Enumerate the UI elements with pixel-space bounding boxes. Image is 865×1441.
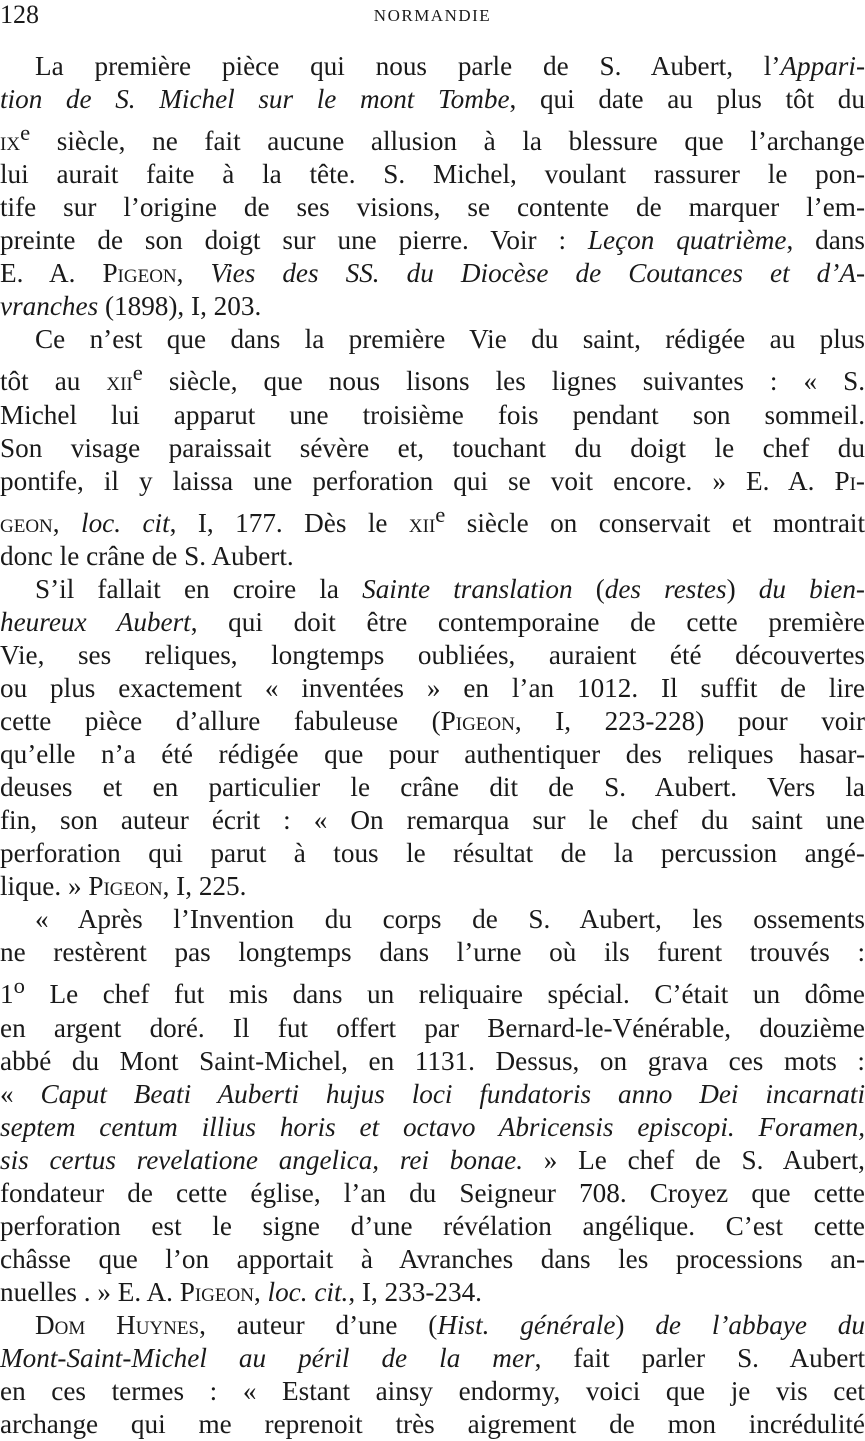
text-line: Son visage paraissait sévère et, touchant du doigt le chef du	[0, 432, 865, 463]
text-line: qu’elle n’a été rédigée que pour authentiquer des reliques hasar-	[0, 739, 865, 770]
body-text	[0, 50, 865, 1441]
text-line: tion de S. Michel sur le mont Tombe, qui date au plus tôt du	[0, 84, 865, 115]
text-line: geon, loc. cit, I, 177. Dès le xii$^e$ siècle on conservait et montrait	[0, 501, 865, 538]
text-line: septem centum illius horis et octavo Abricensis episcopi. Foramen,	[0, 1111, 865, 1142]
text-line: nuelles . » E. A. Pigeon, loc. cit., I, 233-234.	[0, 1276, 482, 1307]
text-line: donc le crâne de S. Aubert.	[0, 540, 294, 571]
text-line: $ix^e$ siècle, ne fait aucune allusion à la blessure que l’archange	[0, 120, 865, 157]
text-line: preinte de son doigt sur une pierre. Voir : Leçon quatrième, dans	[0, 225, 865, 256]
text-line: cette pièce d’allure fabuleuse (Pigeon, I, 223-228) pour voir	[0, 706, 865, 737]
text-line: S’il fallait en croire la Sainte translation (des restes) du bien-	[35, 573, 865, 604]
text-line: lui aurait faite à la tête. S. Michel, voulant rassurer le pon-	[0, 159, 865, 190]
text-line: heureux Aubert, qui doit être contemporaine de cette première	[0, 606, 865, 637]
text-line: pontife, il y laissa une perforation qui se voit encore. » E. A. Pi-	[0, 465, 865, 496]
text-line: en argent doré. Il fut offert par Bernard-le-Vénérable, douzième	[0, 1012, 865, 1043]
text-line: Vie, ses reliques, longtemps oubliées, auraient été découvertes	[0, 639, 865, 670]
text-line: « Après l’Invention du corps de S. Aubert, les ossements	[35, 904, 865, 935]
text-line: fin, son auteur écrit : « On remarqua sur le chef du saint une	[0, 805, 865, 836]
text-line: Michel lui apparut une troisième fois pendant son sommeil.	[0, 399, 865, 430]
text-line: en ces termes : « Estant ainsy endormy, voici que je vis cet	[0, 1376, 865, 1407]
text-line: perforation qui parut à tous le résultat de la percussion angé-	[0, 838, 865, 869]
text-line: abbé du Mont Saint-Michel, en 1131. Dessus, on grava ces mots :	[0, 1045, 865, 1076]
text-line: tife sur l’origine de ses visions, se contente de marquer l’em-	[0, 192, 865, 223]
running-head: NORMANDIE	[373, 6, 492, 25]
text-line: tôt au xii$^e$ siècle, que nous lisons les lignes suivantes : « S.	[0, 360, 865, 397]
text-line: « Caput Beati Auberti hujus loci fundatoris anno Dei incarnati	[0, 1078, 865, 1109]
text-line: Mont-Saint-Michel au péril de la mer, fait parler S. Aubert	[0, 1343, 865, 1374]
text-line: fondateur de cette église, l’an du Seigneur 708. Croyez que cette	[0, 1177, 865, 1208]
page-header	[0, 0, 865, 34]
text-line: ou plus exactement « inventées » en l’an 1012. Il suffit de lire	[0, 673, 865, 704]
page-number: 128	[0, 0, 39, 29]
text-line: vranches (1898), I, 203.	[0, 291, 262, 322]
text-line: sis certus revelatione angelica, rei bonae. » Le chef de S. Aubert,	[0, 1144, 865, 1175]
text-line: 1$^o$ Le chef fut mis dans un reliquaire spécial. C’était un dôme	[0, 973, 865, 1010]
text-line: E. A. Pigeon, Vies des SS. du Diocèse de Coutances et d’A-	[0, 258, 865, 289]
text-line: lique. » Pigeon, I, 225.	[0, 871, 247, 902]
text-line: châsse que l’on apportait à Avranches dans les processions an-	[0, 1243, 865, 1274]
text-line: ne restèrent pas longtemps dans l’urne où ils furent trouvés :	[0, 937, 865, 968]
text-line: archange qui me reprenoit très aigrement de mon incrédulité	[0, 1409, 865, 1440]
text-line: Ce n’est que dans la première Vie du saint, rédigée au plus	[35, 324, 865, 355]
text-line: perforation est le signe d’une révélation angélique. C’est cette	[0, 1210, 865, 1241]
text-line: deuses et en particulier le crâne dit de S. Aubert. Vers la	[0, 772, 865, 803]
text-line: La première pièce qui nous parle de S. Aubert, l’Appari-	[35, 51, 865, 81]
text-line: Dom Huynes, auteur d’une (Hist. générale) de l’abbaye du	[35, 1309, 865, 1340]
